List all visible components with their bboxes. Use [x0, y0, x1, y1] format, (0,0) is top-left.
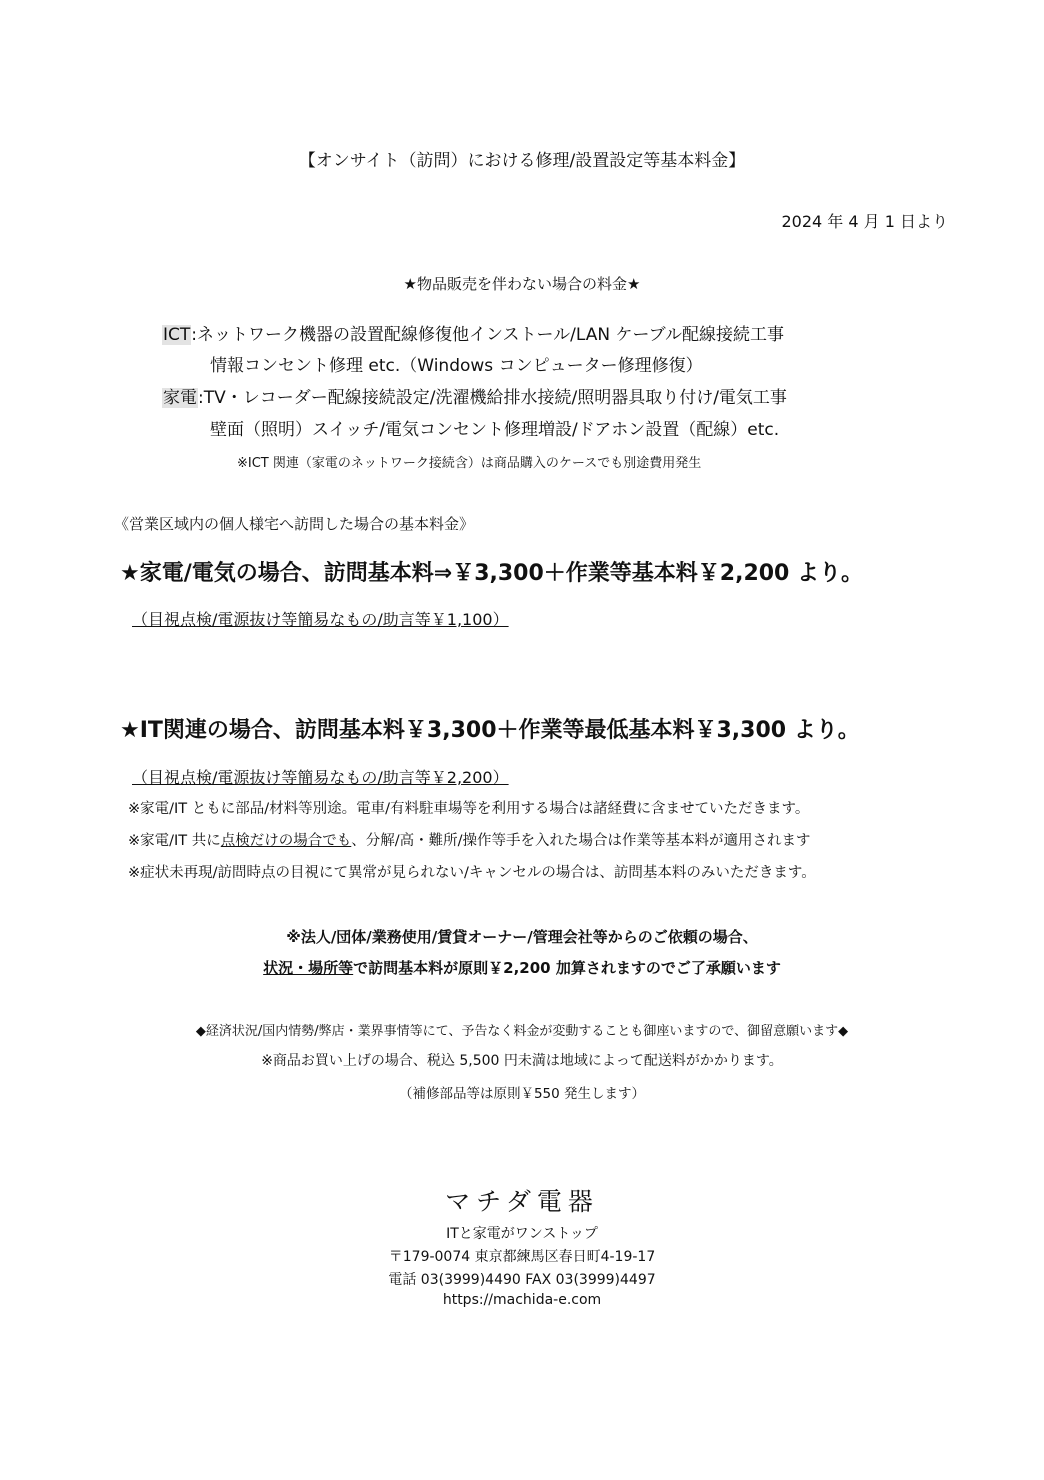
corporate-note-line1: ※法人/団体/業務使用/賃貸オーナー/管理会社等からのご依頼の場合、 — [286, 928, 758, 946]
it-simple-fee: （目視点検/電源抜け等簡易なもの/助言等￥2,200） — [132, 768, 509, 787]
kaden-services-line2: 壁面（照明）スイッチ/電気コンセント修理増設/ドアホン設置（配線）etc. — [210, 420, 780, 440]
ict-services-line2: 情報コンセント修理 etc.（Windows コンピューター修理修復） — [210, 356, 703, 376]
parts-note: （補修部品等は原則￥550 発生します） — [398, 1086, 646, 1102]
company-phone: 電話 03(3999)4490 FAX 03(3999)4497 — [388, 1272, 656, 1288]
ict-note: ※ICT 関連（家電のネットワーク接続含）は商品購入のケースでも別途費用発生 — [237, 456, 702, 471]
price-change-note: ◆経済状況/国内情勢/弊店・業界事情等にて、予告なく料金が変動することも御座いますので、御留意願います◆ — [195, 1024, 849, 1039]
company-tagline: ITと家電がワンストップ — [446, 1226, 598, 1242]
ict-label: ICT — [163, 325, 191, 345]
area-heading: 《営業区域内の個人様宅へ訪問した場合の基本料金》 — [114, 515, 475, 533]
kaden-simple-fee: （目視点検/電源抜け等簡易なもの/助言等￥1,100） — [132, 610, 509, 629]
section-subtitle: ★物品販売を伴わない場合の料金★ — [403, 275, 641, 293]
note-parts: ※家電/IT ともに部品/材料等別途。電車/有料駐車場等を利用する場合は諸経費に含ませていただきます。 — [128, 801, 810, 817]
kaden-services-text: :TV・レコーダー配線接続設定/洗濯機給排水接続/照明器具取り付け/電気工事 — [198, 388, 787, 408]
ict-services-text: :ネットワーク機器の設置配線修復他インストール/LAN ケーブル配線接続工事 — [191, 325, 784, 345]
kaden-fee-heading: ★家電/電気の場合、訪問基本料⇒￥3,300＋作業等基本料￥2,200 より。 — [120, 561, 864, 586]
page-title: 【オンサイト（訪問）における修理/設置設定等基本料金】 — [298, 151, 746, 171]
note-inspection-pre: ※家電/IT 共に — [128, 833, 221, 849]
delivery-note: ※商品お買い上げの場合、税込 5,500 円未満は地域によって配送料がかかります。 — [261, 1053, 783, 1069]
note-inspection-underlined: 点検だけの場合でも — [220, 833, 352, 849]
company-name: マチダ電器 — [445, 1187, 599, 1216]
corporate-underlined: 状況・場所等 — [263, 959, 354, 977]
corporate-text: で訪問基本料が原則￥2,200 加算されますのでご了承願います — [353, 959, 781, 977]
effective-date: 2024 年 4 月 1 日より — [781, 212, 948, 231]
kaden-services-line1 — [162, 383, 787, 408]
corporate-note-line2 — [0, 957, 1044, 978]
company-url[interactable]: https://machida-e.com — [442, 1292, 602, 1308]
it-fee-heading: ★IT関連の場合、訪問基本料￥3,300＋作業等最低基本料￥3,300 より。 — [120, 718, 860, 743]
note-cancel: ※症状未再現/訪問時点の目視にて異常が見られない/キャンセルの場合は、訪問基本料のみいただきます。 — [128, 865, 816, 881]
kaden-label: 家電 — [163, 388, 197, 408]
company-address: 〒179-0074 東京都練馬区春日町4-19-17 — [388, 1249, 656, 1265]
ict-services-line1 — [162, 320, 784, 345]
note-inspection — [128, 829, 811, 850]
note-inspection-post: 、分解/高・難所/操作等手を入れた場合は作業等基本料が適用されます — [351, 833, 811, 849]
